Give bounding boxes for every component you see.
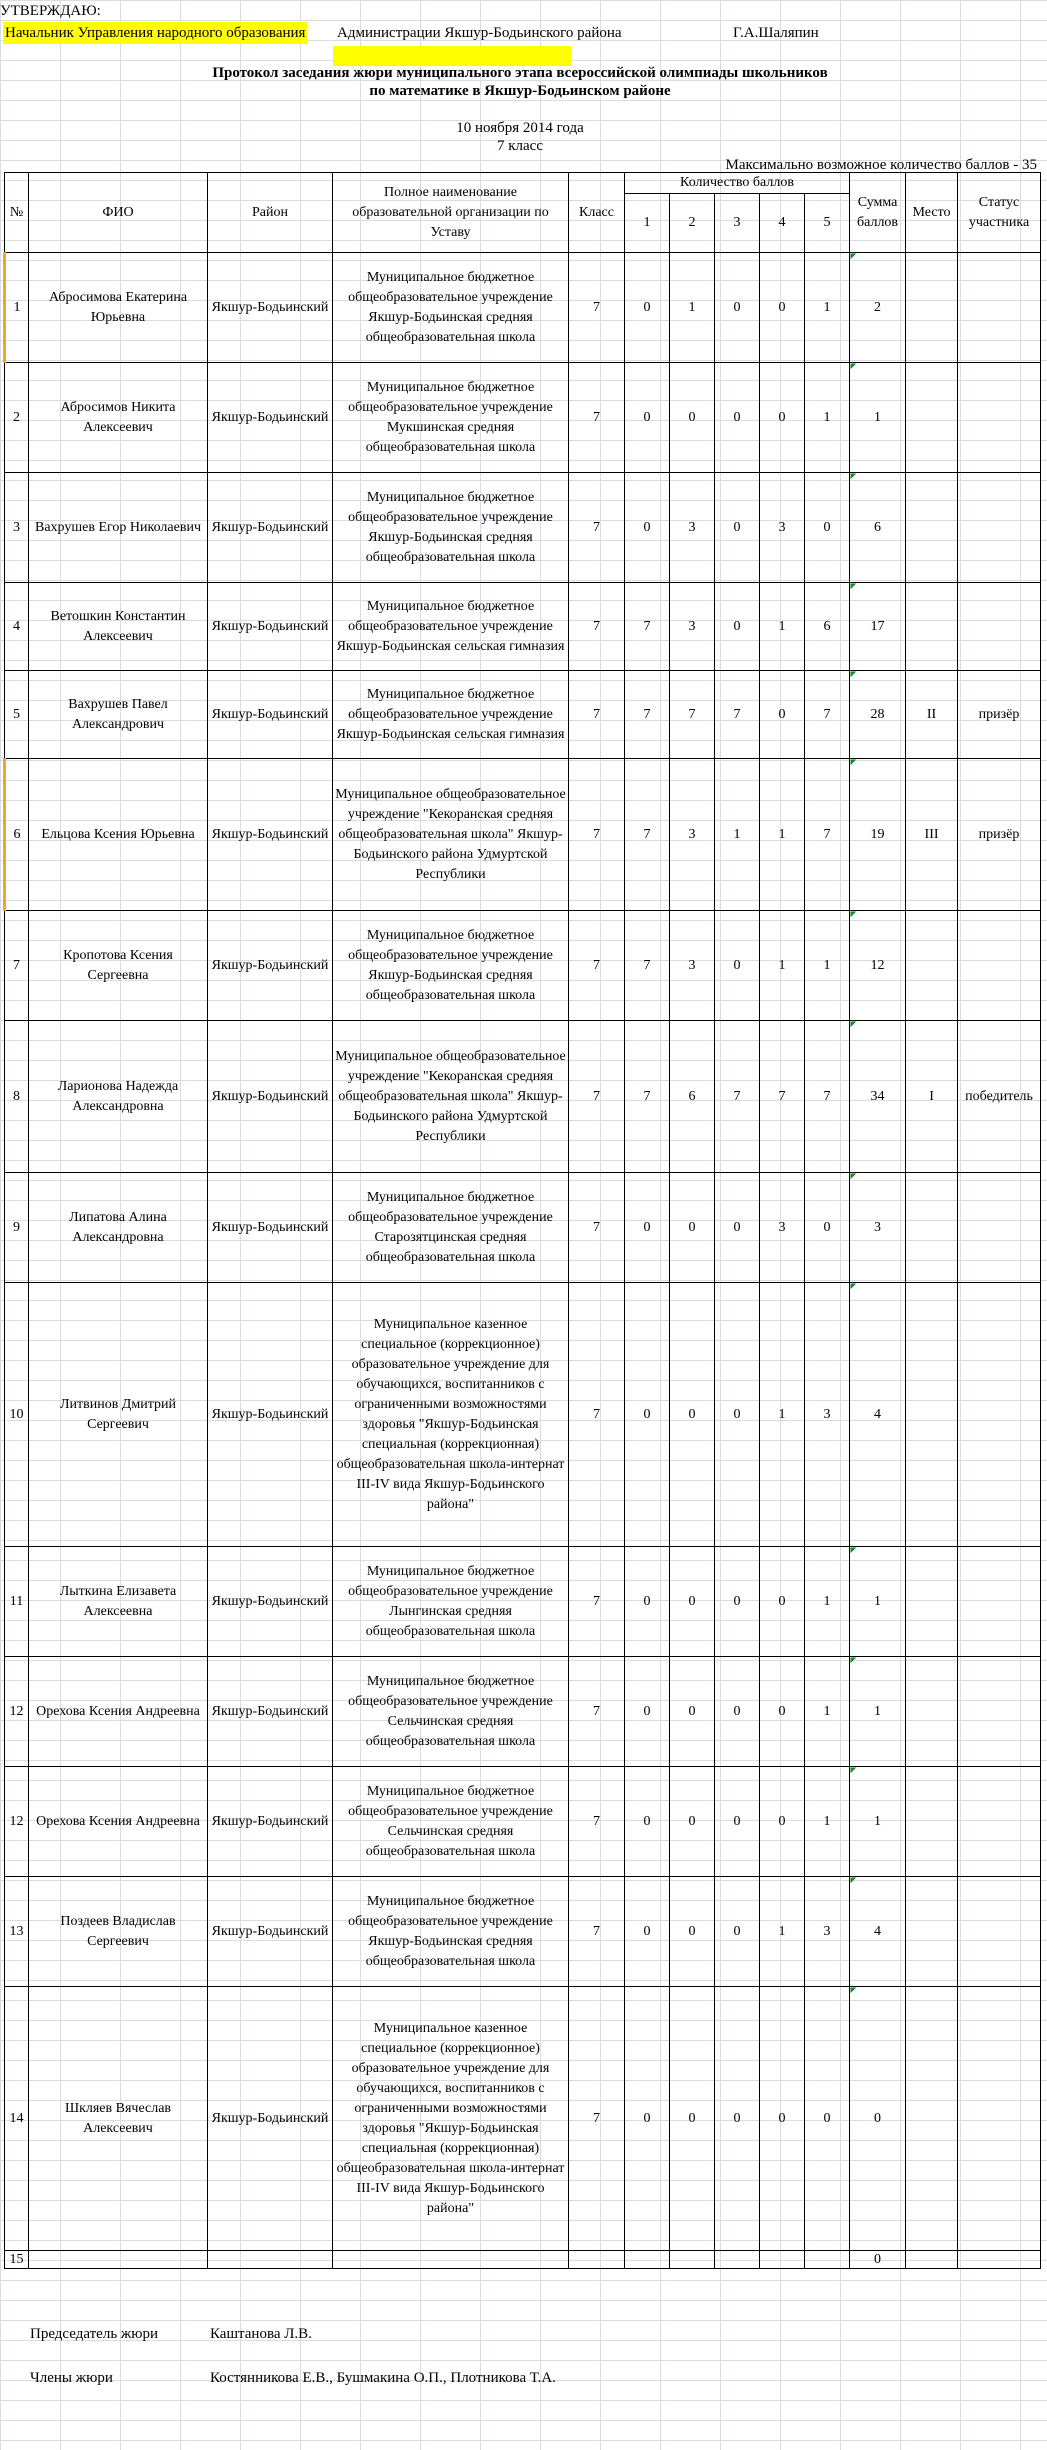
row-num: 7 <box>5 911 29 1021</box>
col-district: Район <box>208 173 333 253</box>
row-task-1: 0 <box>625 1173 670 1283</box>
row-task-2: 0 <box>670 363 715 473</box>
row-status <box>958 911 1041 1021</box>
row-task-5: 7 <box>805 671 850 759</box>
row-status <box>958 1283 1041 1547</box>
row-task-4: 0 <box>760 1657 805 1767</box>
row-task-4: 0 <box>760 1987 805 2251</box>
row-district: Якшур-Бодьинский <box>208 759 333 911</box>
row-task-1: 0 <box>625 1877 670 1987</box>
row-task-2: 3 <box>670 583 715 671</box>
row-task-2: 0 <box>670 1657 715 1767</box>
chair-name: Каштанова Л.В. <box>210 2326 312 2342</box>
row-task-1: 7 <box>625 671 670 759</box>
row-task-1: 0 <box>625 1657 670 1767</box>
row-task-4: 0 <box>760 1547 805 1657</box>
row-task-4: 1 <box>760 911 805 1021</box>
row-num: 1 <box>5 253 29 363</box>
row-task-5: 1 <box>805 1657 850 1767</box>
row-status <box>958 1987 1041 2251</box>
row-place <box>906 1657 958 1767</box>
row-task-5: 1 <box>805 1767 850 1877</box>
approve-label: УТВЕРЖДАЮ: <box>0 3 101 19</box>
row-task-4: 1 <box>760 1877 805 1987</box>
row-task-5: 1 <box>805 363 850 473</box>
row-task-4: 0 <box>760 253 805 363</box>
row-fio: Литвинов Дмитрий Сергеевич <box>29 1283 208 1547</box>
row-num: 2 <box>5 363 29 473</box>
row-district: Якшур-Бодьинский <box>208 1283 333 1547</box>
row-task-2: 0 <box>670 1877 715 1987</box>
empty-cell <box>715 2251 760 2269</box>
row-num: 10 <box>5 1283 29 1547</box>
row-task-2: 0 <box>670 1283 715 1547</box>
row-task-1: 0 <box>625 1283 670 1547</box>
row-task-1: 0 <box>625 1987 670 2251</box>
table-row <box>5 473 1041 583</box>
empty-cell <box>29 2251 208 2269</box>
row-status <box>958 1767 1041 1877</box>
row-task-2: 0 <box>670 1547 715 1657</box>
row-task-5: 6 <box>805 583 850 671</box>
row-class: 7 <box>569 363 625 473</box>
row-sum: 6 <box>850 473 906 583</box>
row-num: 8 <box>5 1021 29 1173</box>
row-status: призёр <box>958 759 1041 911</box>
position-highlighted: Начальник Управления народного образования <box>3 22 307 44</box>
row-task-5: 3 <box>805 1877 850 1987</box>
row-org: Муниципальное бюджетное общеобразовательное учреждение Сельчинская средняя общеобразовательная школа <box>333 1767 569 1877</box>
row-task-3: 0 <box>715 1283 760 1547</box>
table-row <box>5 911 1041 1021</box>
row-fio: Абросимова Екатерина Юрьевна <box>29 253 208 363</box>
results-table <box>3 172 1041 2269</box>
row-task-5: 0 <box>805 1987 850 2251</box>
row-num: 5 <box>5 671 29 759</box>
table-row <box>5 583 1041 671</box>
row-fio: Ларионова Надежда Александровна <box>29 1021 208 1173</box>
signature-cell-highlighted <box>333 46 571 66</box>
row-num: 9 <box>5 1173 29 1283</box>
row-sum: 34 <box>850 1021 906 1173</box>
row-fio: Шкляев Вячеслав Алексеевич <box>29 1987 208 2251</box>
row-place: III <box>906 759 958 911</box>
row-fio: Орехова Ксения Андреевна <box>29 1657 208 1767</box>
row-task-1: 0 <box>625 1767 670 1877</box>
row-sum: 2 <box>850 253 906 363</box>
row-task-1: 0 <box>625 253 670 363</box>
empty-cell <box>805 2251 850 2269</box>
row-status <box>958 1547 1041 1657</box>
col-org: Полное наименование образовательной организации по Уставу <box>333 173 569 253</box>
row-task-2: 0 <box>670 1767 715 1877</box>
row-class: 7 <box>569 1021 625 1173</box>
row-class: 7 <box>569 253 625 363</box>
row-org: Муниципальное бюджетное общеобразовательное учреждение Старозятцинская средняя общеобразовательная школа <box>333 1173 569 1283</box>
col-fio: ФИО <box>29 173 208 253</box>
row-district: Якшур-Бодьинский <box>208 253 333 363</box>
table-row <box>5 671 1041 759</box>
table-row <box>5 363 1041 473</box>
row-fio: Ельцова Ксения Юрьевна <box>29 759 208 911</box>
row-task-5: 0 <box>805 473 850 583</box>
row-status <box>958 253 1041 363</box>
table-row <box>5 1547 1041 1657</box>
col-sum: Сумма баллов <box>850 173 906 253</box>
row-sum: 17 <box>850 583 906 671</box>
row-district: Якшур-Бодьинский <box>208 671 333 759</box>
last-row-num: 15 <box>5 2251 29 2269</box>
row-task-1: 0 <box>625 1547 670 1657</box>
row-org: Муниципальное бюджетное общеобразовательное учреждение Якшур-Бодьинская средняя общеобразовательная школа <box>333 253 569 363</box>
row-place <box>906 911 958 1021</box>
empty-cell <box>333 2251 569 2269</box>
row-task-4: 3 <box>760 473 805 583</box>
row-org: Муниципальное бюджетное общеобразовательное учреждение Сельчинская средняя общеобразовательная школа <box>333 1657 569 1767</box>
row-task-5: 7 <box>805 1021 850 1173</box>
row-status: призёр <box>958 671 1041 759</box>
empty-cell <box>906 2251 958 2269</box>
row-task-3: 0 <box>715 253 760 363</box>
col-class: Класс <box>569 173 625 253</box>
row-task-2: 3 <box>670 473 715 583</box>
row-task-3: 7 <box>715 1021 760 1173</box>
row-fio: Поздеев Владислав Сергеевич <box>29 1877 208 1987</box>
table-row <box>5 1283 1041 1547</box>
row-district: Якшур-Бодьинский <box>208 1547 333 1657</box>
row-task-3: 0 <box>715 363 760 473</box>
row-fio: Кропотова Ксения Сергеевна <box>29 911 208 1021</box>
row-status <box>958 583 1041 671</box>
row-fio: Ветошкин Константин Алексеевич <box>29 583 208 671</box>
row-task-2: 6 <box>670 1021 715 1173</box>
row-task-3: 7 <box>715 671 760 759</box>
row-task-5: 3 <box>805 1283 850 1547</box>
row-place <box>906 253 958 363</box>
last-row-sum: 0 <box>850 2251 906 2269</box>
row-org: Муниципальное бюджетное общеобразовательное учреждение Якшур-Бодьинская средняя общеобразовательная школа <box>333 911 569 1021</box>
row-class: 7 <box>569 1173 625 1283</box>
row-task-2: 0 <box>670 1173 715 1283</box>
row-task-2: 0 <box>670 1987 715 2251</box>
table-row <box>5 1877 1041 1987</box>
row-task-1: 7 <box>625 1021 670 1173</box>
col-num: № <box>5 173 29 253</box>
table-row <box>5 1987 1041 2251</box>
row-org: Муниципальное бюджетное общеобразовательное учреждение Якшур-Бодьинская сельская гимназия <box>333 583 569 671</box>
table-row-last <box>5 2251 1041 2269</box>
row-place: I <box>906 1021 958 1173</box>
row-org: Муниципальное казенное специальное (коррекционное) образовательное учреждение для обучающихся, воспитанников с ограниченными возможностями здоровья "Якшур-Бодьинская специальная (коррекционная) общеобразовательная школа-интернат III-IV вида Якшур-Бодьинского района" <box>333 1283 569 1547</box>
row-status: победитель <box>958 1021 1041 1173</box>
row-task-3: 0 <box>715 1877 760 1987</box>
row-num: 3 <box>5 473 29 583</box>
row-task-1: 0 <box>625 363 670 473</box>
row-task-5: 0 <box>805 1173 850 1283</box>
row-sum: 12 <box>850 911 906 1021</box>
row-org: Муниципальное общеобразовательное учреждение "Кекоранская средняя общеобразовательная школа" Якшур-Бодьинского района Удмуртской Республики <box>333 759 569 911</box>
row-task-3: 0 <box>715 1173 760 1283</box>
col-task-1: 1 <box>625 194 670 253</box>
row-num: 12 <box>5 1657 29 1767</box>
row-num: 4 <box>5 583 29 671</box>
row-fio: Липатова Алина Александровна <box>29 1173 208 1283</box>
row-district: Якшур-Бодьинский <box>208 1877 333 1987</box>
row-sum: 1 <box>850 1767 906 1877</box>
col-points: Количество баллов <box>625 173 850 194</box>
row-class: 7 <box>569 1283 625 1547</box>
row-fio: Орехова Ксения Андреевна <box>29 1767 208 1877</box>
chair-label: Председатель жюри <box>30 2326 159 2342</box>
row-district: Якшур-Бодьинский <box>208 363 333 473</box>
row-task-1: 7 <box>625 911 670 1021</box>
col-task-4: 4 <box>760 194 805 253</box>
row-fio: Лыткина Елизавета Алексеевна <box>29 1547 208 1657</box>
row-task-2: 3 <box>670 911 715 1021</box>
empty-cell <box>670 2251 715 2269</box>
empty-cell <box>958 2251 1041 2269</box>
table-row <box>5 1767 1041 1877</box>
row-class: 7 <box>569 1877 625 1987</box>
row-status <box>958 1657 1041 1767</box>
row-task-3: 0 <box>715 583 760 671</box>
empty-cell <box>569 2251 625 2269</box>
row-district: Якшур-Бодьинский <box>208 1021 333 1173</box>
row-class: 7 <box>569 1657 625 1767</box>
row-task-3: 0 <box>715 1547 760 1657</box>
row-district: Якшур-Бодьинский <box>208 583 333 671</box>
row-task-5: 1 <box>805 911 850 1021</box>
row-task-4: 0 <box>760 1767 805 1877</box>
col-place: Место <box>906 173 958 253</box>
row-task-2: 7 <box>670 671 715 759</box>
row-task-3: 0 <box>715 1657 760 1767</box>
row-class: 7 <box>569 473 625 583</box>
row-task-3: 0 <box>715 1987 760 2251</box>
row-org: Муниципальное общеобразовательное учреждение "Кекоранская средняя общеобразовательная школа" Якшур-Бодьинского района Удмуртской Республики <box>333 1021 569 1173</box>
row-sum: 0 <box>850 1987 906 2251</box>
row-fio: Абросимов Никита Алексеевич <box>29 363 208 473</box>
grade-label: 7 класс <box>497 138 543 154</box>
row-task-5: 1 <box>805 253 850 363</box>
table-row <box>5 759 1041 911</box>
row-task-2: 1 <box>670 253 715 363</box>
members-label: Члены жюри <box>30 2370 113 2386</box>
row-fio: Вахрушев Егор Николаевич <box>29 473 208 583</box>
col-task-2: 2 <box>670 194 715 253</box>
row-org: Муниципальное бюджетное общеобразовательное учреждение Якшур-Бодьинская средняя общеобразовательная школа <box>333 473 569 583</box>
row-district: Якшур-Бодьинский <box>208 1657 333 1767</box>
row-place <box>906 1767 958 1877</box>
protocol-title-line2: по математике в Якшур-Бодьинском районе <box>369 83 671 99</box>
admin-text: Администрации Якшур-Бодьинского района <box>337 25 622 41</box>
row-place <box>906 1877 958 1987</box>
row-task-4: 0 <box>760 671 805 759</box>
row-task-1: 0 <box>625 473 670 583</box>
col-status: Статус участника <box>958 173 1041 253</box>
row-task-5: 7 <box>805 759 850 911</box>
row-class: 7 <box>569 911 625 1021</box>
col-task-5: 5 <box>805 194 850 253</box>
row-sum: 19 <box>850 759 906 911</box>
row-fio: Вахрушев Павел Александрович <box>29 671 208 759</box>
row-task-2: 3 <box>670 759 715 911</box>
row-sum: 3 <box>850 1173 906 1283</box>
signer-name: Г.А.Шаляпин <box>733 25 819 41</box>
row-task-3: 1 <box>715 759 760 911</box>
row-place <box>906 1987 958 2251</box>
row-task-3: 0 <box>715 1767 760 1877</box>
protocol-title-line1: Протокол заседания жюри муниципального этапа всероссийской олимпиады школьников <box>212 65 828 81</box>
row-class: 7 <box>569 671 625 759</box>
row-class: 7 <box>569 1987 625 2251</box>
row-task-4: 1 <box>760 759 805 911</box>
row-place <box>906 1547 958 1657</box>
max-score-note: Максимально возможное количество баллов - 35 <box>725 157 1037 173</box>
row-status <box>958 1173 1041 1283</box>
empty-cell <box>760 2251 805 2269</box>
row-place: II <box>906 671 958 759</box>
row-place <box>906 1283 958 1547</box>
row-place <box>906 473 958 583</box>
row-sum: 4 <box>850 1877 906 1987</box>
row-sum: 1 <box>850 1657 906 1767</box>
row-status <box>958 473 1041 583</box>
row-org: Муниципальное казенное специальное (коррекционное) образовательное учреждение для обучающихся, воспитанников с ограниченными возможностями здоровья "Якшур-Бодьинская специальная (коррекционная) общеобразовательная школа-интернат III-IV вида Якшур-Бодьинского района" <box>333 1987 569 2251</box>
row-num: 14 <box>5 1987 29 2251</box>
row-org: Муниципальное бюджетное общеобразовательное учреждение Якшур-Бодьинская средняя общеобразовательная школа <box>333 1877 569 1987</box>
row-org: Муниципальное бюджетное общеобразовательное учреждение Якшур-Бодьинская сельская гимназия <box>333 671 569 759</box>
table-row <box>5 1173 1041 1283</box>
row-district: Якшур-Бодьинский <box>208 473 333 583</box>
row-status <box>958 363 1041 473</box>
row-district: Якшур-Бодьинский <box>208 1987 333 2251</box>
row-task-3: 0 <box>715 911 760 1021</box>
protocol-date: 10 ноября 2014 года <box>456 120 584 136</box>
row-task-4: 1 <box>760 583 805 671</box>
row-class: 7 <box>569 1767 625 1877</box>
row-status <box>958 1877 1041 1987</box>
row-task-5: 1 <box>805 1547 850 1657</box>
row-place <box>906 363 958 473</box>
row-sum: 28 <box>850 671 906 759</box>
members-names: Костянникова Е.В., Бушмакина О.П., Плотникова Т.А. <box>210 2370 556 2386</box>
row-class: 7 <box>569 1547 625 1657</box>
row-class: 7 <box>569 583 625 671</box>
row-num: 12 <box>5 1767 29 1877</box>
empty-cell <box>625 2251 670 2269</box>
row-org: Муниципальное бюджетное общеобразовательное учреждение Мукшинская средняя общеобразовательная школа <box>333 363 569 473</box>
row-task-1: 7 <box>625 759 670 911</box>
table-row <box>5 1657 1041 1767</box>
table-row <box>5 253 1041 363</box>
row-sum: 1 <box>850 1547 906 1657</box>
row-task-4: 1 <box>760 1283 805 1547</box>
row-sum: 4 <box>850 1283 906 1547</box>
row-task-4: 0 <box>760 363 805 473</box>
row-org: Муниципальное бюджетное общеобразовательное учреждение Лынгинская средняя общеобразовательная школа <box>333 1547 569 1657</box>
row-task-4: 3 <box>760 1173 805 1283</box>
row-task-4: 7 <box>760 1021 805 1173</box>
row-num: 11 <box>5 1547 29 1657</box>
row-district: Якшур-Бодьинский <box>208 911 333 1021</box>
row-num: 13 <box>5 1877 29 1987</box>
row-district: Якшур-Бодьинский <box>208 1767 333 1877</box>
row-place <box>906 583 958 671</box>
table-row <box>5 1021 1041 1173</box>
empty-cell <box>208 2251 333 2269</box>
row-task-1: 7 <box>625 583 670 671</box>
row-class: 7 <box>569 759 625 911</box>
col-task-3: 3 <box>715 194 760 253</box>
row-task-3: 0 <box>715 473 760 583</box>
row-sum: 1 <box>850 363 906 473</box>
row-place <box>906 1173 958 1283</box>
row-num: 6 <box>5 759 29 911</box>
row-district: Якшур-Бодьинский <box>208 1173 333 1283</box>
